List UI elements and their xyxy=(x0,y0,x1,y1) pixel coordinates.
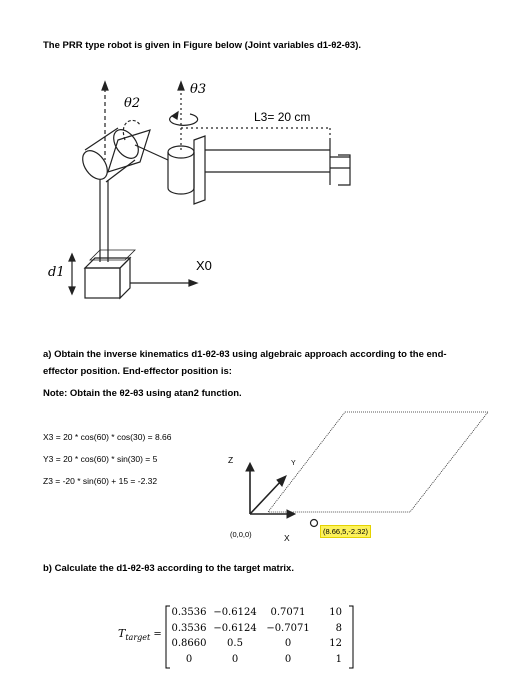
target-matrix-label: $T_{target}$ = xyxy=(118,627,162,642)
x0-label: X0 xyxy=(196,258,212,273)
matrix-row: 0.3536 −0.6124 0.7071 10 xyxy=(171,607,342,618)
end-effector-point-label: (8.66,5,-2.32) xyxy=(320,525,371,538)
target-matrix xyxy=(168,605,350,667)
matrix-symbol: T xyxy=(118,627,126,640)
matrix-row: 0.3536 −0.6124 −0.7071 8 xyxy=(171,622,342,634)
axis-x-label: X xyxy=(284,533,290,543)
matrix-row: 0 0 0 1 xyxy=(185,653,342,665)
problem-heading: The PRR type robot is given in Figure below (Joint variables d1-θ2-θ3). xyxy=(43,40,362,51)
d1-label: d1 xyxy=(48,265,65,280)
matrix-subscript: target xyxy=(125,633,151,642)
robot-figure xyxy=(0,0,525,320)
equation-y3: Y3 = 20 * cos(60) * sin(30) = 5 xyxy=(43,454,158,464)
matrix-row: 0.8660 0.5 0 12 xyxy=(171,638,342,649)
equation-z3: Z3 = -20 * sin(60) + 15 = -2.32 xyxy=(43,476,158,486)
part-a-line2: effector position. End-effector position is: xyxy=(43,366,232,377)
axis-z-label: Z xyxy=(228,455,234,465)
l3-label: L3= 20 cm xyxy=(254,110,311,124)
part-b-heading: b) Calculate the d1-θ2-θ3 according to the target matrix. xyxy=(43,563,294,574)
equation-x3: X3 = 20 * cos(60) * cos(30) = 8.66 xyxy=(43,432,172,442)
origin-label: (0,0,0) xyxy=(230,530,252,539)
part-a-line1: a) Obtain the inverse kinematics d1-θ2-θ3 using algebraic approach according to the end- xyxy=(43,349,447,360)
theta2-label: θ2 xyxy=(124,96,141,111)
theta3-label: θ3 xyxy=(190,82,207,97)
axis-y-label: Y xyxy=(291,460,296,467)
part-a-note: Note: Obtain the θ2-θ3 using atan2 function. xyxy=(43,388,242,399)
